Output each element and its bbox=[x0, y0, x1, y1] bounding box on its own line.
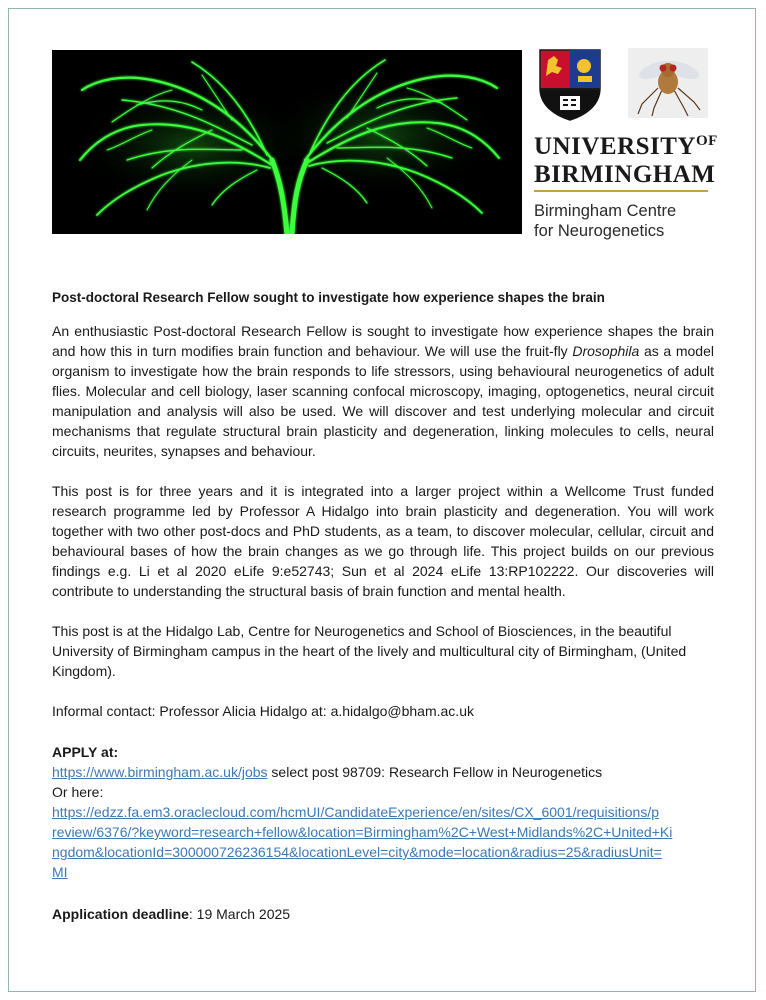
oracle-link-block bbox=[52, 802, 714, 882]
or-here-label: Or here: bbox=[52, 784, 104, 800]
centre-name bbox=[534, 201, 676, 241]
oracle-link-line-1[interactable]: https://edzz.fa.em3.oraclecloud.com/hcmUI/CandidateExperience/en/sites/CX_6001/requisitions/p bbox=[52, 804, 659, 820]
wordmark-university: UNIVERSITY bbox=[534, 133, 696, 160]
drosophila-italic: Drosophila bbox=[572, 343, 640, 359]
oracle-link-line-4[interactable]: MI bbox=[52, 864, 68, 880]
wordmark-birmingham: BIRMINGHAM bbox=[534, 161, 716, 188]
advert-heading: Post-doctoral Research Fellow sought to investigate how experience shapes the brain bbox=[52, 290, 605, 305]
description-text-b: as a model organism to investigate how the brain responds to life stressors, using behavioural neurogenetics of adult flies. Molecular and cell biology, laser scanning confocal microscopy, imaging, optogenetics, neural circuit manipulation and analysis will also be used. We will discover and test underlying molecular and circuit mechanisms that regulate structural brain plasticity and degeneration, linking molecules to cells, neural circuits, neurites, synapses and behaviour. bbox=[52, 343, 714, 459]
university-wordmark bbox=[534, 134, 718, 187]
description-paragraph bbox=[52, 321, 714, 461]
university-crest-logo bbox=[538, 48, 602, 122]
description-text-a: An enthusiastic Post-doctoral Research Fellow is sought to investigate how experience shapes the brain and how this in turn modifies brain function and behaviour. We will use the fruit-fly bbox=[52, 323, 714, 359]
informal-contact: Informal contact: Professor Alicia Hidalgo at: a.hidalgo@bham.ac.uk bbox=[52, 703, 474, 719]
deadline-label: Application deadline bbox=[52, 906, 189, 922]
oracle-link-line-3[interactable]: ngdom&locationId=300000726236154&locationLevel=city&mode=location&radius=25&radiusUnit= bbox=[52, 844, 662, 860]
fruit-fly-photo bbox=[628, 48, 708, 118]
deadline-date: : 19 March 2025 bbox=[188, 906, 291, 922]
centre-name-line1: Birmingham Centre bbox=[534, 202, 677, 220]
neuron-confocal-image bbox=[52, 50, 522, 234]
location-paragraph: This post is at the Hidalgo Lab, Centre for Neurogenetics and School of Biosciences, in the beautiful University of Birmingham campus in the heart of the lively and multicultural city of Birmingham, (United Kingdom). bbox=[52, 623, 687, 679]
gold-divider bbox=[534, 190, 708, 192]
wordmark-of: OF bbox=[695, 133, 718, 149]
project-paragraph: This post is for three years and it is integrated into a larger project within a Wellcome Trust funded research programme led by Professor A Hidalgo into brain plasticity and degeneration. You will work together with two other post-docs and PhD students, as a team, to discover molecular, cellular, circuit and behavioural bases of how the brain changes as we go through life. This project builds on our previous findings e.g. Li et al 2020 eLife 9:e52743; Sun et al 2024 eLife 13:RP102222. Our discoveries will contribute to understanding the structural basis of brain function and mental health. bbox=[52, 483, 714, 599]
centre-name-line2: for Neurogenetics bbox=[534, 222, 665, 240]
jobs-link-suffix: select post 98709: Research Fellow in Neurogenetics bbox=[267, 764, 603, 780]
apply-line-jobs bbox=[52, 762, 714, 782]
application-deadline bbox=[52, 904, 714, 924]
apply-heading: APPLY at: bbox=[52, 744, 119, 760]
neuron-branches-graphic bbox=[52, 50, 522, 234]
oracle-link-line-2[interactable]: review/6376/?keyword=research+fellow&location=Birmingham%2C+West+Midlands%2C+United+Ki bbox=[52, 824, 673, 840]
advert-body bbox=[52, 288, 714, 924]
jobs-link[interactable]: https://www.birmingham.ac.uk/jobs bbox=[52, 764, 268, 780]
